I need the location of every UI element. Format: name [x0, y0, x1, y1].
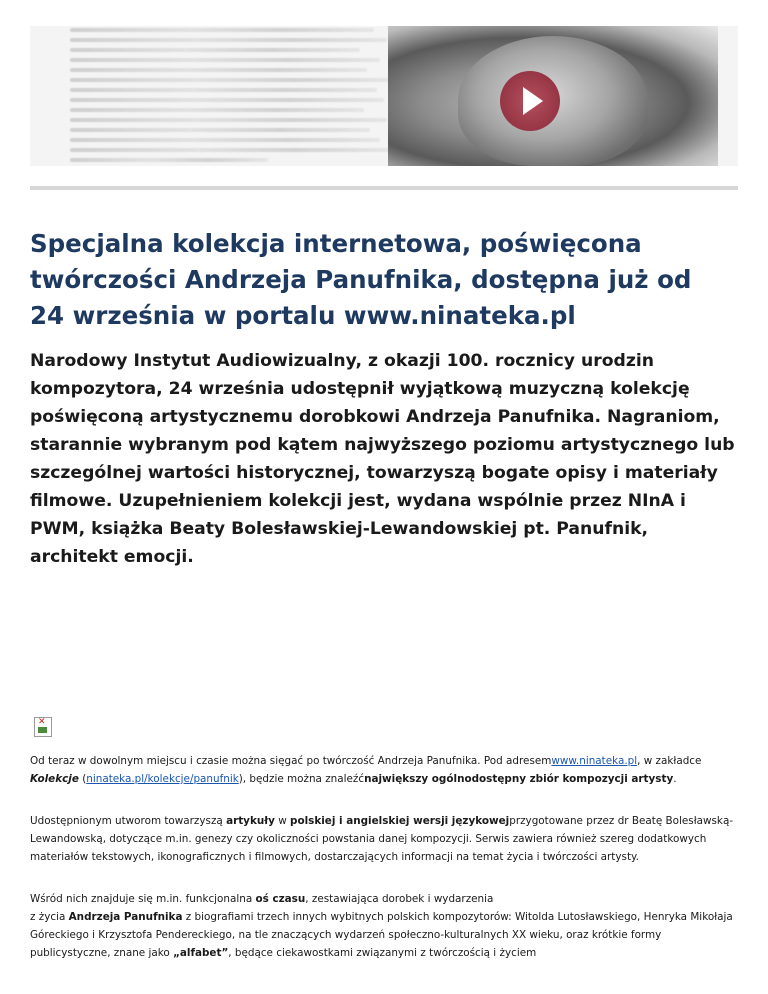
page-title: Specjalna kolekcja internetowa, poświęcona twórczości Andrzeja Panufnika, dostępna już od 24 września w portalu www.ninateka.pl — [30, 229, 692, 330]
text: w — [274, 815, 291, 827]
play-icon[interactable] — [500, 71, 560, 131]
bold-text: oś czasu — [255, 893, 306, 905]
text: Udostępnionym utworom towarzyszą — [30, 815, 227, 827]
video-thumbnail[interactable] — [388, 26, 718, 166]
lead-paragraph: Narodowy Instytut Audiowizualny, z okazji 100. rocznicy urodzin kompozytora, 24 września udostępnił wyjątkową muzyczną kolekcję poświęconą artystycznemu dorobkowi Andrzeja Panufnika. Nagraniom, starannie wybranym pod kątem najwyższego poziomu artystycznego lub szczególnej wartości historycznej, towarzyszą bogate opisy i materiały filmowe. Uzupełnieniem kolekcji jest, wydana wspólnie przez NInA i PWM, książka Beaty Bolesławskiej-Lewandowskiej pt. Panufnik, architekt emocji. — [30, 351, 735, 567]
text: z życia — [30, 911, 69, 923]
bold-text: Andrzeja Panufnika — [68, 911, 183, 923]
text: z biografiami trzech innych wybitnych polskich kompozytorów: Witolda Lutosławskiego, Henryka Mikołaja Góreckiego i Krzysztofa Pendereckiego, na tle znaczących wydarzeń społeczno-kulturalnych XX wieku, oraz krótkie formy publicystyczne, znane jako — [30, 911, 733, 959]
text: , w zakładce — [637, 755, 702, 767]
text: . — [673, 773, 677, 785]
panufnik-collection-link[interactable]: ninateka.pl/kolekcje/panufnik — [86, 773, 239, 785]
bold-text: „alfabet” — [173, 947, 229, 959]
broken-image-icon — [34, 717, 52, 737]
body-paragraph-1 — [30, 752, 742, 788]
ninateka-link[interactable]: www.ninateka.pl — [551, 755, 638, 767]
text: , zestawiająca dorobek i wydarzenia — [305, 893, 494, 905]
body-paragraph-2 — [30, 812, 742, 866]
bold-text: artykuły — [226, 815, 275, 827]
text: , będące ciekawostkami związanymi z twórczością i życiem — [228, 947, 537, 959]
bold-text: największy ogólnodostępny zbiór kompozycji artysty — [364, 773, 674, 785]
text: przygotowane przez dr Beatę Bolesławską-Lewandowską, dotyczące m.in. genezy czy okoliczności powstania danej kompozycji. Serwis zawiera również szereg dodatkowych materiałów tekstowych, ikonograficznych i filmowych, dostarczających informacji na temat życia i twórczości artysty. — [30, 815, 734, 863]
kolekcje-label: Kolekcje — [30, 773, 79, 785]
text: ), będzie można znaleźć — [238, 773, 365, 785]
body-paragraph-3 — [30, 890, 742, 962]
blurred-banner-text — [70, 28, 400, 166]
text: ( — [78, 773, 87, 785]
text: Od teraz w dowolnym miejscu i czasie można sięgać po twórczość Andrzeja Panufnika. Pod adresem — [30, 755, 552, 767]
divider — [30, 186, 738, 190]
video-banner[interactable] — [30, 26, 738, 166]
text: Wśród nich znajduje się m.in. funkcjonalna — [30, 893, 256, 905]
bold-text: polskiej i angielskiej wersji językowej — [290, 815, 510, 827]
